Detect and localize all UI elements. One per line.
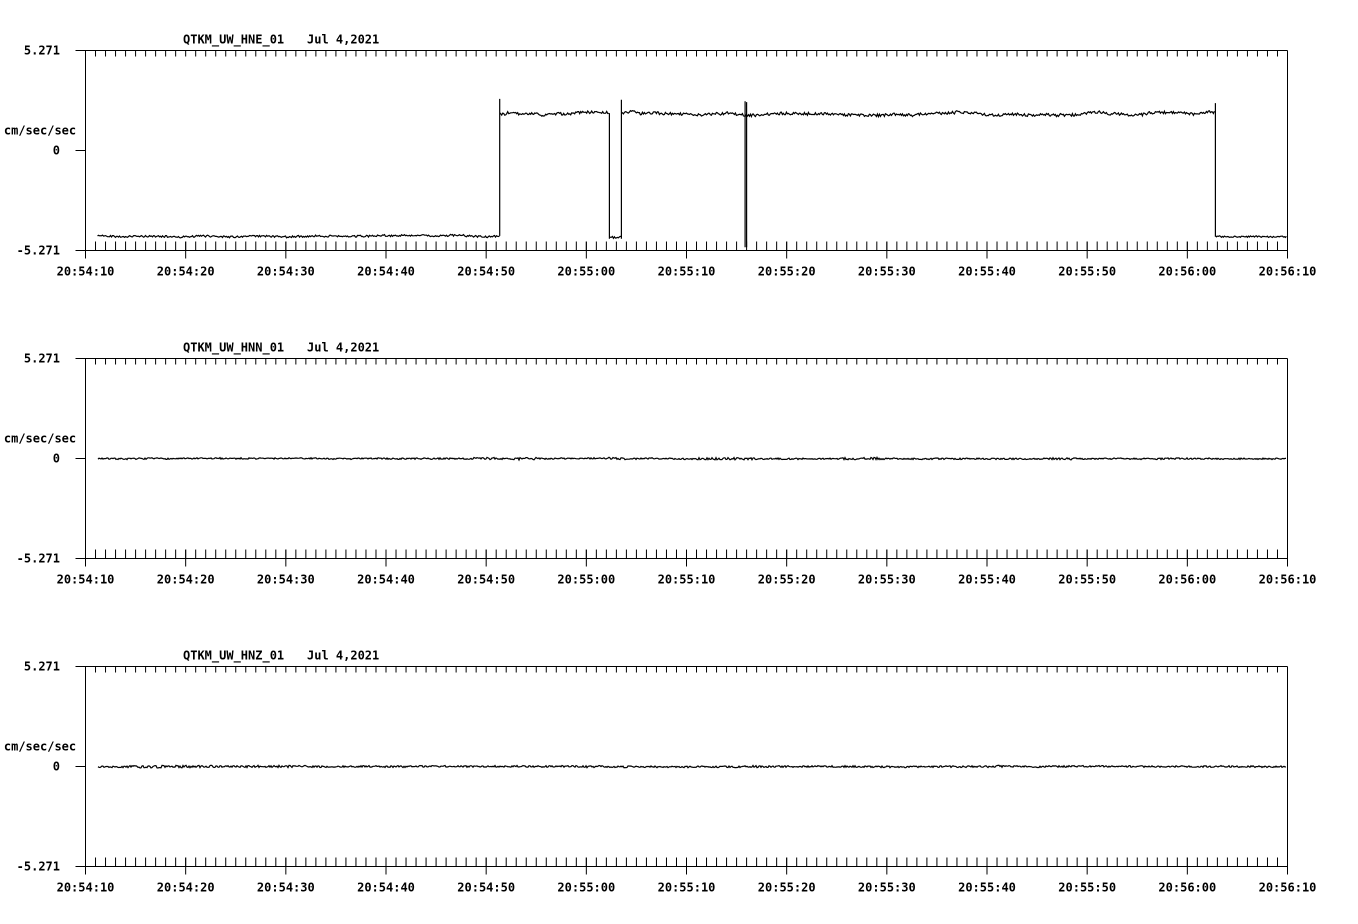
y-tick-label: 0 xyxy=(52,143,60,158)
y-tick-label: 5.271 xyxy=(23,659,60,674)
x-tick-label: 20:54:30 xyxy=(256,880,315,895)
y-tick-label: 0 xyxy=(52,451,60,466)
chart-title: QTKM_UW_HNN_01 xyxy=(183,340,285,355)
x-tick-label: 20:56:10 xyxy=(1258,264,1317,279)
x-tick-label: 20:56:10 xyxy=(1258,880,1317,895)
chart-date: Jul 4,2021 xyxy=(307,648,380,663)
x-tick-label: 20:54:20 xyxy=(156,880,215,895)
x-tick-label: 20:54:10 xyxy=(56,880,115,895)
x-tick-label: 20:54:50 xyxy=(457,880,516,895)
chart-title: QTKM_UW_HNZ_01 xyxy=(183,648,285,663)
chart-QTKM_UW_HNE_01 xyxy=(4,33,1317,279)
chart-date: Jul 4,2021 xyxy=(307,340,380,355)
chart-date: Jul 4,2021 xyxy=(307,32,380,47)
x-tick-label: 20:56:00 xyxy=(1158,880,1217,895)
x-tick-label: 20:54:50 xyxy=(457,264,516,279)
waveform-trace xyxy=(98,765,1286,768)
x-tick-label: 20:54:30 xyxy=(256,264,315,279)
x-tick-label: 20:54:40 xyxy=(357,572,415,587)
x-tick-label: 20:55:20 xyxy=(757,572,816,587)
y-axis-unit-label: cm/sec/sec xyxy=(3,123,77,138)
y-tick-label: -5.271 xyxy=(16,859,60,874)
waveform-trace xyxy=(98,99,1287,247)
y-axis-unit-label: cm/sec/sec xyxy=(3,739,77,754)
x-tick-label: 20:55:40 xyxy=(958,880,1016,895)
x-tick-label: 20:55:40 xyxy=(958,264,1016,279)
x-tick-label: 20:56:00 xyxy=(1158,264,1217,279)
x-tick-label: 20:56:00 xyxy=(1158,572,1217,587)
x-tick-label: 20:55:30 xyxy=(857,264,916,279)
x-tick-label: 20:54:50 xyxy=(457,572,516,587)
x-tick-label: 20:55:00 xyxy=(557,264,616,279)
x-tick-label: 20:54:10 xyxy=(56,572,115,587)
chart-QTKM_UW_HNN_01 xyxy=(4,341,1317,587)
y-tick-label: -5.271 xyxy=(16,243,60,258)
x-tick-label: 20:55:10 xyxy=(657,264,716,279)
x-tick-label: 20:55:10 xyxy=(657,880,716,895)
chart-title: QTKM_UW_HNE_01 xyxy=(183,32,285,47)
x-tick-label: 20:55:50 xyxy=(1058,880,1117,895)
x-tick-label: 20:54:20 xyxy=(156,572,215,587)
y-tick-label: -5.271 xyxy=(16,551,60,566)
y-axis-unit-label: cm/sec/sec xyxy=(3,431,77,446)
x-tick-label: 20:54:20 xyxy=(156,264,215,279)
x-tick-label: 20:56:10 xyxy=(1258,572,1317,587)
x-tick-label: 20:55:40 xyxy=(958,572,1016,587)
waveform-trace xyxy=(98,457,1286,460)
x-tick-label: 20:55:30 xyxy=(857,572,916,587)
y-tick-label: 5.271 xyxy=(23,351,60,366)
x-tick-label: 20:54:30 xyxy=(256,572,315,587)
x-tick-label: 20:55:00 xyxy=(557,880,616,895)
y-tick-label: 0 xyxy=(52,759,60,774)
chart-QTKM_UW_HNZ_01 xyxy=(4,649,1317,895)
x-tick-label: 20:54:40 xyxy=(357,880,415,895)
x-tick-label: 20:55:20 xyxy=(757,264,816,279)
x-tick-label: 20:55:00 xyxy=(557,572,616,587)
x-tick-label: 20:55:50 xyxy=(1058,264,1117,279)
x-tick-label: 20:55:10 xyxy=(657,572,716,587)
y-tick-label: 5.271 xyxy=(23,43,60,58)
x-tick-label: 20:55:50 xyxy=(1058,572,1117,587)
x-tick-label: 20:55:20 xyxy=(757,880,816,895)
x-tick-label: 20:54:10 xyxy=(56,264,115,279)
x-tick-label: 20:55:30 xyxy=(857,880,916,895)
x-tick-label: 20:54:40 xyxy=(357,264,415,279)
